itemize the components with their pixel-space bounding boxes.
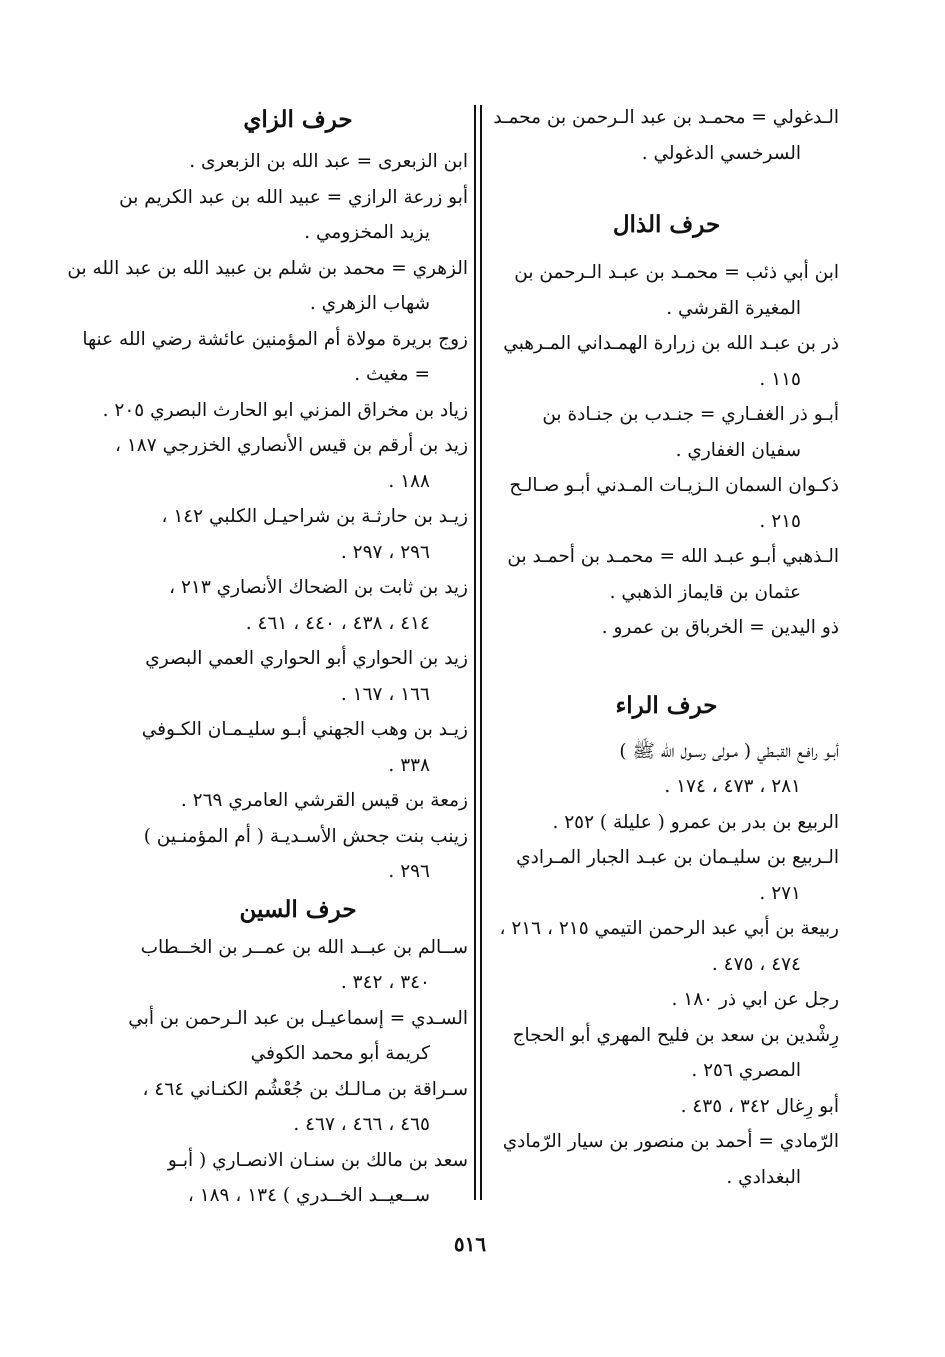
section-heading: حرف الزاي	[243, 106, 353, 133]
index-entry: أبو رِغال ٣٤٢ ، ٤٣٥ .	[680, 1095, 839, 1117]
index-entry: ابن أبي ذئب = محمـد بن عبـد الـرحمن بن المغيرة القرشي .	[514, 262, 839, 319]
index-entry: رِشْدين بن سعد بن فليح المهري أبو الحجاج المصري ٢٥٦ .	[512, 1024, 839, 1081]
index-entry: الـذهبي أبـو عبـد الله = محمـد بن أحمـد بن عثمان بن قايماز الذهبي .	[507, 546, 839, 603]
index-entry: زيد بن ثابت بن الضحاك الأنصاري ٢١٣ ، ٤١٤ ، ٤٣٨ ، ٤٤٠ ، ٤٦١ .	[169, 577, 468, 634]
index-entry: أبو زرعة الرازي = عبيد الله بن عبد الكريم بن يزيد المخزومي .	[119, 186, 468, 243]
index-entry: زيـد بن حارثـة بن شراحيـل الكلبي ١٤٢ ، ٢٩٦ ، ٢٩٧ .	[161, 506, 468, 563]
index-entry: أبـو رافـع القبـطي ( مـولى رسـول الله ﷺ ) ٢٨١ ، ٤٧٣ ، ١٧٤ .	[619, 740, 839, 797]
index-entry: ابن الزبعرى = عبد الله بن الزبعرى .	[189, 151, 468, 172]
index-entry: الرّمادي = أحمد بن منصور بن سيار الرّمادي البغدادي .	[502, 1131, 839, 1188]
index-entry: الزهري = محمد بن شلم بن عبيد الله بن عبد الله بن شهاب الزهري .	[67, 257, 468, 314]
index-entry: زيد بن أرقم بن قيس الأنصاري الخزرجي ١٨٧ ، ١٨٨ .	[115, 435, 468, 492]
index-entry: سعد بن مالك بن سنـان الانصـاري ( أبـو ســعيــد الخــدري ) ١٣٤ ، ١٨٩ ،	[167, 1149, 468, 1206]
section-heading: حرف الذال	[612, 211, 721, 238]
section-heading: حرف السين	[239, 895, 357, 923]
index-entry: زياد بن مخراق المزني ابو الحارث البصري ٢٠٥ .	[102, 399, 468, 421]
right-column	[494, 100, 839, 1200]
index-entry: الـدغولي = محمـد بن عبد الـرحمن بن محمـد السرخسي الدغولي .	[493, 107, 839, 164]
index-entry: رجل عن ابي ذر ١٨٠ .	[671, 989, 839, 1010]
column-divider-line	[474, 105, 476, 1200]
index-entry: ســالم بن عبــد الله بن عمــر بن الخــطاب ٣٤٠ ، ٣٤٢ .	[140, 936, 468, 993]
index-entry: زينب بنت جحش الأسـديـة ( أم المؤمنـين ) ٢٩٦ .	[143, 825, 468, 882]
index-entry: ذر بن عبـد الله بن زرارة الهمـداني المـرهبي ١١٥ .	[503, 333, 839, 390]
page-number: ٥١٦	[453, 1232, 487, 1256]
left-column	[67, 100, 468, 1206]
index-entry: سـراقة بن مـالـك بن جُعْشُم الكنـاني ٤٦٤ ، ٤٦٥ ، ٤٦٦ ، ٤٦٧ .	[142, 1078, 468, 1135]
index-entry: زيد بن الحواري أبو الحواري العمي البصري ١٦٦ ، ١٦٧ .	[145, 648, 468, 705]
column-divider-line	[480, 105, 482, 1200]
index-entry: ذو اليدين = الخرباق بن عمرو .	[601, 617, 839, 638]
index-entry: زوج بريرة مولاة أم المؤمنين عائشة رضي الله عنها = مغيث .	[82, 328, 468, 385]
index-entry: الـربيع بن سليـمان بن عبـد الجبار المـرادي ٢٧١ .	[516, 847, 839, 904]
index-entry: زيـد بن وهب الجهني أبـو سليـمـان الكـوفي ٣٣٨ .	[141, 719, 468, 776]
section-heading: حرف الراء	[615, 691, 718, 719]
index-entry: السـدي = إسماعيـل بن عبد الـرحمن بن أبي كريمة أبو محمد الكوفي	[128, 1007, 468, 1064]
index-entry: ربيعة بن أبي عبد الرحمن التيمي ٢١٥ ، ٢١٦ ، ٤٧٤ ، ٤٧٥ .	[499, 918, 839, 975]
index-entry: ذكـوان السمان الـزيـات المـدني أبـو صـالـح ٢١٥ .	[509, 475, 839, 532]
index-entry: زمعة بن قيس القرشي العامري ٢٦٩ .	[180, 790, 468, 811]
index-entry: الربيع بن بدر بن عمرو ( عليلة ) ٢٥٢ .	[552, 811, 839, 833]
index-entry: أبـو ذر الغفـاري = جنـدب بن جنـادة بن سفيان الغفاري .	[542, 404, 839, 461]
